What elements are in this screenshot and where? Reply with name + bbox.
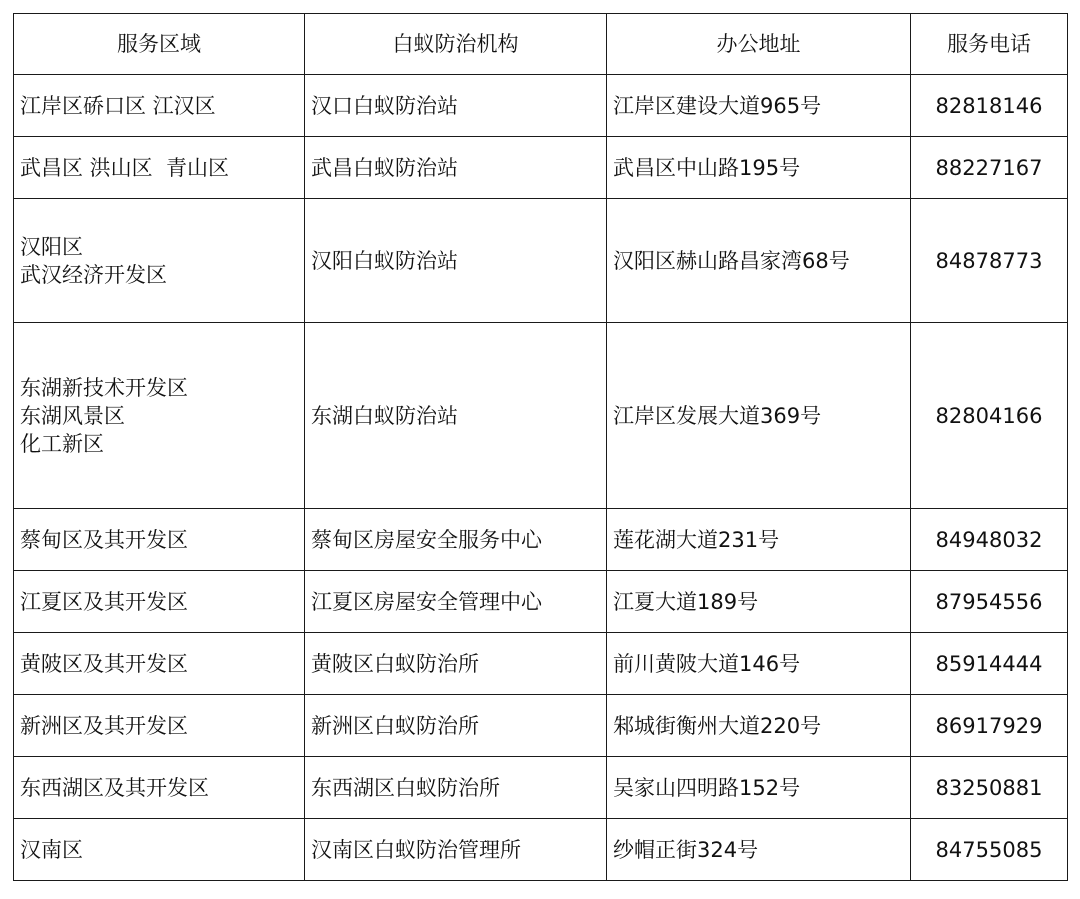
- address-cell: 武昌区中山路195号: [607, 137, 911, 199]
- agency-cell: 汉口白蚁防治站: [305, 75, 607, 137]
- phone-cell: 88227167: [911, 137, 1068, 199]
- region-line: 汉南区: [20, 837, 83, 862]
- region-cell: [14, 199, 305, 323]
- agency-cell: 东湖白蚁防治站: [305, 323, 607, 509]
- address-cell: 吴家山四明路152号: [607, 757, 911, 819]
- region-cell: [14, 323, 305, 509]
- region-cell: [14, 571, 305, 633]
- region-line: 汉阳区: [20, 234, 83, 259]
- region-line: 化工新区: [20, 431, 104, 456]
- phone-cell: 84755085: [911, 819, 1068, 881]
- region-line: 江岸区硚口区 江汉区: [20, 93, 216, 118]
- table-row: [14, 633, 1068, 695]
- table-row: [14, 571, 1068, 633]
- header-agency: 白蚁防治机构: [305, 14, 607, 75]
- header-row: [14, 14, 1068, 75]
- address-cell: 江夏大道189号: [607, 571, 911, 633]
- address-cell: 前川黄陂大道146号: [607, 633, 911, 695]
- header-service-region: 服务区域: [14, 14, 305, 75]
- agency-cell: 江夏区房屋安全管理中心: [305, 571, 607, 633]
- address-cell: 江岸区建设大道965号: [607, 75, 911, 137]
- phone-cell: 84948032: [911, 509, 1068, 571]
- table-row: [14, 509, 1068, 571]
- phone-cell: 83250881: [911, 757, 1068, 819]
- agency-cell: 东西湖区白蚁防治所: [305, 757, 607, 819]
- phone-cell: 82818146: [911, 75, 1068, 137]
- address-cell: 汉阳区赫山路昌家湾68号: [607, 199, 911, 323]
- region-line: 黄陂区及其开发区: [20, 651, 188, 676]
- address-cell: 莲花湖大道231号: [607, 509, 911, 571]
- region-line: 江夏区及其开发区: [20, 589, 188, 614]
- termite-service-table: [13, 13, 1068, 881]
- table-row: [14, 75, 1068, 137]
- header-office-address: 办公地址: [607, 14, 911, 75]
- region-cell: [14, 695, 305, 757]
- region-line: 东西湖区及其开发区: [20, 775, 209, 800]
- region-cell: [14, 75, 305, 137]
- address-cell: 纱帽正街324号: [607, 819, 911, 881]
- region-line: 东湖新技术开发区: [20, 375, 188, 400]
- agency-cell: 新洲区白蚁防治所: [305, 695, 607, 757]
- region-cell: [14, 633, 305, 695]
- region-line: 东湖风景区: [20, 403, 125, 428]
- region-line: 蔡甸区及其开发区: [20, 527, 188, 552]
- region-cell: [14, 137, 305, 199]
- agency-cell: 汉南区白蚁防治管理所: [305, 819, 607, 881]
- agency-cell: 汉阳白蚁防治站: [305, 199, 607, 323]
- table-row: [14, 695, 1068, 757]
- header-service-phone: 服务电话: [911, 14, 1068, 75]
- address-cell: 江岸区发展大道369号: [607, 323, 911, 509]
- region-cell: [14, 509, 305, 571]
- region-line: 武汉经济开发区: [20, 262, 167, 287]
- region-line: 武昌区 洪山区 青山区: [20, 155, 230, 180]
- phone-cell: 85914444: [911, 633, 1068, 695]
- region-cell: [14, 757, 305, 819]
- phone-cell: 82804166: [911, 323, 1068, 509]
- table-row: [14, 199, 1068, 323]
- phone-cell: 87954556: [911, 571, 1068, 633]
- agency-cell: 武昌白蚁防治站: [305, 137, 607, 199]
- region-cell: [14, 819, 305, 881]
- phone-cell: 84878773: [911, 199, 1068, 323]
- agency-cell: 黄陂区白蚁防治所: [305, 633, 607, 695]
- address-cell: 邾城街衡州大道220号: [607, 695, 911, 757]
- table-row: [14, 137, 1068, 199]
- table-row: [14, 819, 1068, 881]
- region-line: 新洲区及其开发区: [20, 713, 188, 738]
- table-row: [14, 323, 1068, 509]
- table-row: [14, 757, 1068, 819]
- phone-cell: 86917929: [911, 695, 1068, 757]
- agency-cell: 蔡甸区房屋安全服务中心: [305, 509, 607, 571]
